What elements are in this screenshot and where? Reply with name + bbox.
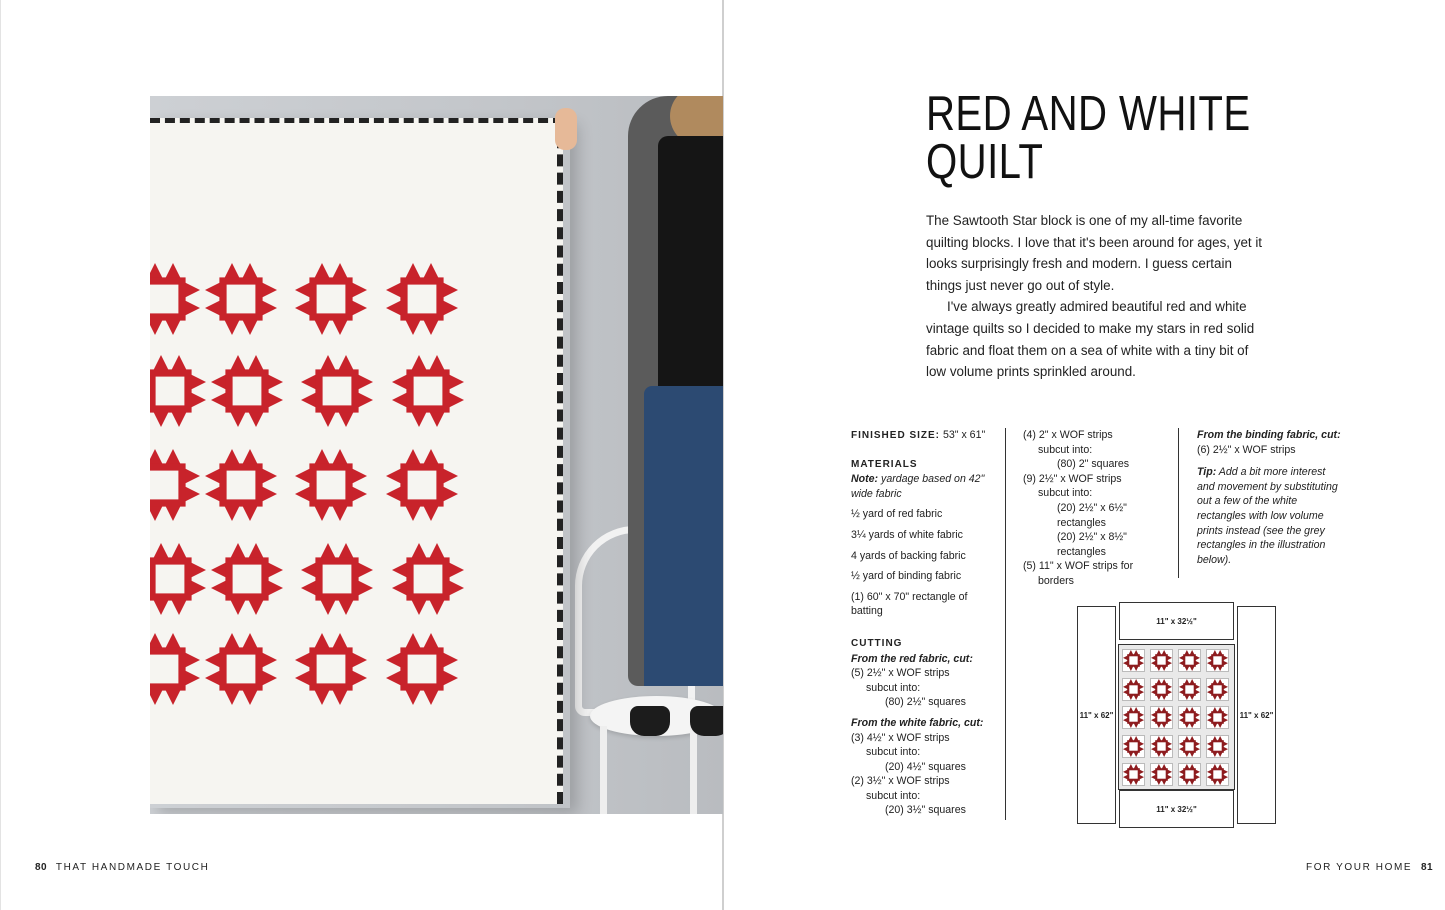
tip-body: Add a bit more interest and movement by substituting out a few of the white rectangles with low volume prints instead (see the grey rectangles in the illustration below).: [1197, 466, 1338, 566]
chair-leg: [600, 726, 607, 814]
red-fabric-label: From the red fabric, cut:: [851, 652, 973, 665]
diagram-left-border: [1077, 606, 1116, 824]
diagram-right-border: [1237, 606, 1276, 824]
diagram-star-block: [1206, 706, 1229, 729]
column-divider: [1005, 428, 1006, 820]
diagram-top-border: [1119, 602, 1234, 640]
materials-note: [851, 472, 996, 501]
cut-line: subcut into:: [1038, 487, 1093, 500]
folio-right: [1306, 862, 1433, 873]
cut-line: (20) 3½" squares: [885, 804, 966, 817]
material-item: ½ yard of binding fabric: [851, 570, 962, 583]
material-item: 4 yards of backing fabric: [851, 549, 966, 562]
quilt-star-block: [295, 263, 367, 335]
quilt-star-block: [211, 543, 283, 615]
cut-line: (20) 2½" x 8½": [1057, 531, 1127, 544]
cut-line: subcut into:: [866, 681, 921, 694]
quilt-star-block: [150, 263, 200, 335]
cut-line: (4) 2" x WOF strips: [1023, 429, 1113, 441]
title-line-1: RED AND WHITE: [926, 87, 1251, 141]
cut-line: subcut into:: [866, 746, 921, 759]
diagram-star-block: [1122, 678, 1145, 701]
cut-line: subcut into:: [866, 789, 921, 802]
cut-line: (5) 2½" x WOF strips: [851, 667, 950, 680]
intro-text: [926, 210, 1266, 383]
page-title: [926, 87, 1352, 189]
quilt-star-block: [386, 633, 458, 705]
intro-paragraph: I've always greatly admired beautiful red and white vintage quilts so I decided to make my stars in red solid fabric and float them on a sea of white with a tiny bit of low volume prints sprinkled around.: [926, 299, 1255, 380]
cut-line: (80) 2½" squares: [885, 696, 966, 709]
diagram-star-block: [1150, 735, 1173, 758]
binding-column: [1197, 428, 1345, 567]
material-item: ½ yard of red fabric: [851, 508, 943, 521]
diagram-top-label: 11" x 32½": [1156, 616, 1197, 626]
sandal: [690, 706, 723, 736]
quilt-photo: [150, 96, 723, 814]
finished-size-value: 53" x 61": [940, 429, 986, 441]
diagram-star-block: [1206, 735, 1229, 758]
column-divider: [1178, 428, 1179, 578]
quilt-star-block: [205, 449, 277, 521]
quilt-star-block: [205, 263, 277, 335]
diagram-star-block: [1178, 649, 1201, 672]
diagram-star-block: [1178, 706, 1201, 729]
diagram-star-block: [1122, 735, 1145, 758]
diagram-star-block: [1122, 706, 1145, 729]
diagram-star-block: [1150, 763, 1173, 786]
page-number-right: 81: [1420, 862, 1434, 873]
quilt-star-block: [392, 355, 464, 427]
diagram-left-label: 11" x 62": [1079, 710, 1114, 720]
materials-column: [851, 428, 996, 818]
diagram-star-block: [1178, 735, 1201, 758]
quilt-star-block: [295, 449, 367, 521]
tip-text: [1197, 465, 1345, 567]
diagram-bottom-label: 11" x 32½": [1156, 804, 1197, 814]
red-white-quilt: [150, 118, 563, 804]
quilt-star-block: [301, 355, 373, 427]
folio-left: [35, 862, 209, 873]
quilt-star-block: [295, 633, 367, 705]
cut-line: rectangles: [1057, 545, 1106, 558]
note-label: Note:: [851, 473, 879, 486]
diagram-right-label: 11" x 62": [1239, 710, 1274, 720]
materials-heading: MATERIALS: [851, 458, 918, 470]
white-fabric-label: From the white fabric, cut:: [851, 716, 984, 729]
cut-line: (20) 2½" x 6½": [1057, 501, 1127, 514]
cut-line: rectangles: [1057, 516, 1106, 529]
sandal: [630, 706, 670, 736]
finished-size: [851, 428, 996, 444]
diagram-star-block: [1122, 763, 1145, 786]
finished-size-label: FINISHED SIZE:: [851, 430, 941, 441]
quilt-star-block: [150, 633, 200, 705]
quilt-star-block: [211, 355, 283, 427]
person-hand: [555, 108, 577, 150]
cut-line: (9) 2½" x WOF strips: [1023, 472, 1122, 485]
cut-line: subcut into:: [1038, 443, 1093, 456]
diagram-star-block: [1150, 706, 1173, 729]
diagram-star-block: [1150, 678, 1173, 701]
cutting-heading: CUTTING: [851, 637, 903, 649]
material-item: 3¼ yards of white fabric: [851, 528, 963, 541]
quilt-star-block: [386, 449, 458, 521]
chair-leg: [690, 726, 697, 814]
running-head-left: THAT HANDMADE TOUCH: [55, 862, 210, 873]
diagram-star-block: [1206, 763, 1229, 786]
note-text: yardage based on 42" wide fabric: [851, 473, 985, 500]
quilt-star-block: [301, 543, 373, 615]
diagram-star-block: [1150, 649, 1173, 672]
diagram-star-block: [1178, 763, 1201, 786]
cut-line: (20) 4½" squares: [885, 760, 966, 773]
diagram-star-block: [1178, 678, 1201, 701]
diagram-star-block: [1206, 678, 1229, 701]
cut-line: (80) 2" squares: [1057, 458, 1130, 471]
quilt-star-block: [205, 633, 277, 705]
diagram-bottom-border: [1119, 790, 1234, 828]
white-cutting-column: [1023, 428, 1173, 589]
cut-line: borders: [1038, 574, 1074, 587]
quilt-star-block: [386, 263, 458, 335]
page-number-left: 80: [35, 862, 48, 873]
diagram-star-block: [1122, 649, 1145, 672]
title-line-2: QUILT: [926, 135, 1044, 189]
diagram-quilt-center: [1118, 644, 1235, 790]
running-head-right: FOR YOUR HOME: [1306, 862, 1413, 873]
cut-line: (5) 11" x WOF strips for: [1023, 560, 1134, 573]
diagram-star-block: [1206, 649, 1229, 672]
person-jeans: [644, 386, 723, 686]
quilt-star-block: [150, 355, 206, 427]
cut-line: (3) 4½" x WOF strips: [851, 731, 950, 744]
material-item: (1) 60" x 70" rectangle of batting: [851, 590, 968, 618]
cut-line: (2) 3½" x WOF strips: [851, 775, 950, 788]
quilt-star-block: [150, 543, 206, 615]
intro-paragraph: The Sawtooth Star block is one of my all-time favorite quilting blocks. I love that it's been around for ages, yet it looks surprisingly fresh and modern. I guess certain things just never go out of style.: [926, 213, 1263, 293]
quilt-star-block: [150, 449, 200, 521]
cut-line: (6) 2½" x WOF strips: [1197, 443, 1296, 456]
binding-fabric-label: From the binding fabric, cut:: [1197, 429, 1341, 441]
quilt-star-block: [392, 543, 464, 615]
tip-label: Tip:: [1197, 466, 1217, 479]
